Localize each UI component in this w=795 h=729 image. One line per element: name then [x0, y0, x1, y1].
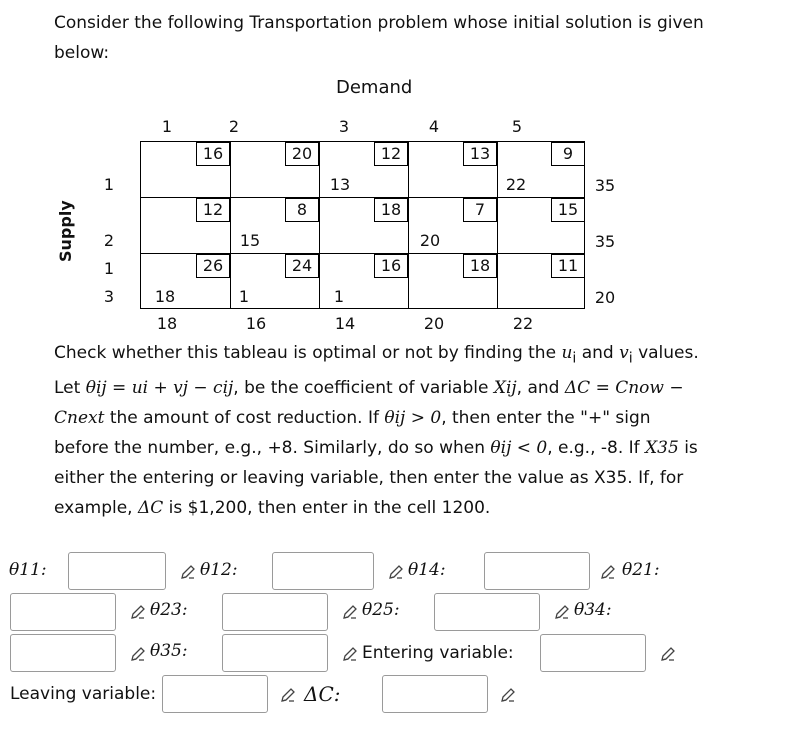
transportation-tableau	[140, 141, 585, 309]
cost-cell: 24	[285, 254, 319, 278]
delta-c-label: ΔC:	[304, 682, 341, 706]
theta23-input[interactable]	[222, 593, 328, 631]
pencil-icon	[660, 646, 676, 662]
cost-cell: 16	[374, 254, 408, 278]
entering-variable-label: Entering variable:	[362, 643, 514, 663]
column-number: 3	[338, 117, 350, 136]
cost-cell: 18	[463, 254, 497, 278]
row-number: 1	[103, 175, 115, 194]
theta34-input[interactable]	[10, 634, 116, 672]
theta14-input[interactable]	[484, 552, 590, 590]
allocation-value: 20	[419, 231, 441, 250]
supply-label: Supply	[56, 200, 75, 262]
cost-cell: 8	[285, 198, 319, 222]
row-number: 1	[103, 259, 115, 278]
demand-value: 16	[245, 314, 267, 333]
pencil-icon	[388, 564, 404, 580]
theta12-label: θ12:	[200, 560, 238, 580]
theta34-label: θ34:	[574, 600, 612, 620]
pencil-icon	[180, 564, 196, 580]
pencil-icon	[554, 604, 570, 620]
cost-cell: 15	[551, 198, 585, 222]
theta11-label: θ11:	[9, 560, 47, 580]
theta35-label: θ35:	[150, 641, 188, 661]
allocation-value: 1	[238, 287, 250, 306]
theta21-input[interactable]	[10, 593, 116, 631]
theta21-label: θ21:	[622, 560, 660, 580]
pencil-icon	[130, 646, 146, 662]
delta-c-input[interactable]	[382, 675, 488, 713]
theta11-input[interactable]	[68, 552, 166, 590]
supply-value: 35	[594, 176, 616, 195]
allocation-value: 18	[154, 287, 176, 306]
theta25-label: θ25:	[362, 600, 400, 620]
cost-cell: 26	[196, 254, 230, 278]
allocation-value: 15	[239, 231, 261, 250]
theta12-input[interactable]	[272, 552, 374, 590]
cost-cell: 12	[196, 198, 230, 222]
cost-cell: 12	[374, 142, 408, 166]
supply-value: 20	[594, 288, 616, 307]
column-number: 1	[161, 117, 173, 136]
column-number: 4	[428, 117, 440, 136]
row-number: 3	[103, 287, 115, 306]
cost-cell: 7	[463, 198, 497, 222]
cost-cell: 16	[196, 142, 230, 166]
pencil-icon	[500, 687, 516, 703]
demand-value: 14	[334, 314, 356, 333]
leaving-variable-label: Leaving variable:	[10, 684, 157, 704]
pencil-icon	[280, 687, 296, 703]
allocation-value: 1	[333, 287, 345, 306]
cost-cell: 20	[285, 142, 319, 166]
demand-value: 20	[423, 314, 445, 333]
pencil-icon	[130, 604, 146, 620]
column-number: 2	[228, 117, 240, 136]
pencil-icon	[342, 604, 358, 620]
problem-intro: Consider the following Transportation problem whose initial solution is given below:	[54, 13, 704, 63]
demand-value: 18	[156, 314, 178, 333]
demand-value: 22	[512, 314, 534, 333]
theta14-label: θ14:	[408, 560, 446, 580]
cost-cell: 18	[374, 198, 408, 222]
demand-label: Demand	[336, 77, 413, 98]
leaving-variable-input[interactable]	[162, 675, 268, 713]
theta23-label: θ23:	[150, 600, 188, 620]
pencil-icon	[600, 564, 616, 580]
theta25-input[interactable]	[434, 593, 540, 631]
allocation-value: 22	[505, 175, 527, 194]
row-number: 2	[103, 231, 115, 250]
instructions-text: Check whether this tableau is optimal or not by finding the $u_i$ and $v_i$ values. Let θij = ui + vj − cij, be the coefficient of variable Xij, and ΔC = Cnow − Cnext the amount of cost reduction. If θij > 0, then enter the "+" sign before the number, e.g., +8. Similarly, do so when θij < 0, e.g., -8. If X35 is either the entering or leaving variable, then enter the value as X35. If, for example, ΔC is $1,200, then enter in the cell 1200.	[54, 343, 699, 519]
allocation-value: 13	[329, 175, 351, 194]
supply-value: 35	[594, 232, 616, 251]
entering-variable-input[interactable]	[540, 634, 646, 672]
cost-cell: 9	[551, 142, 585, 166]
theta35-input[interactable]	[222, 634, 328, 672]
cost-cell: 13	[463, 142, 497, 166]
cost-cell: 11	[551, 254, 585, 278]
pencil-icon	[342, 646, 358, 662]
column-number: 5	[511, 117, 523, 136]
